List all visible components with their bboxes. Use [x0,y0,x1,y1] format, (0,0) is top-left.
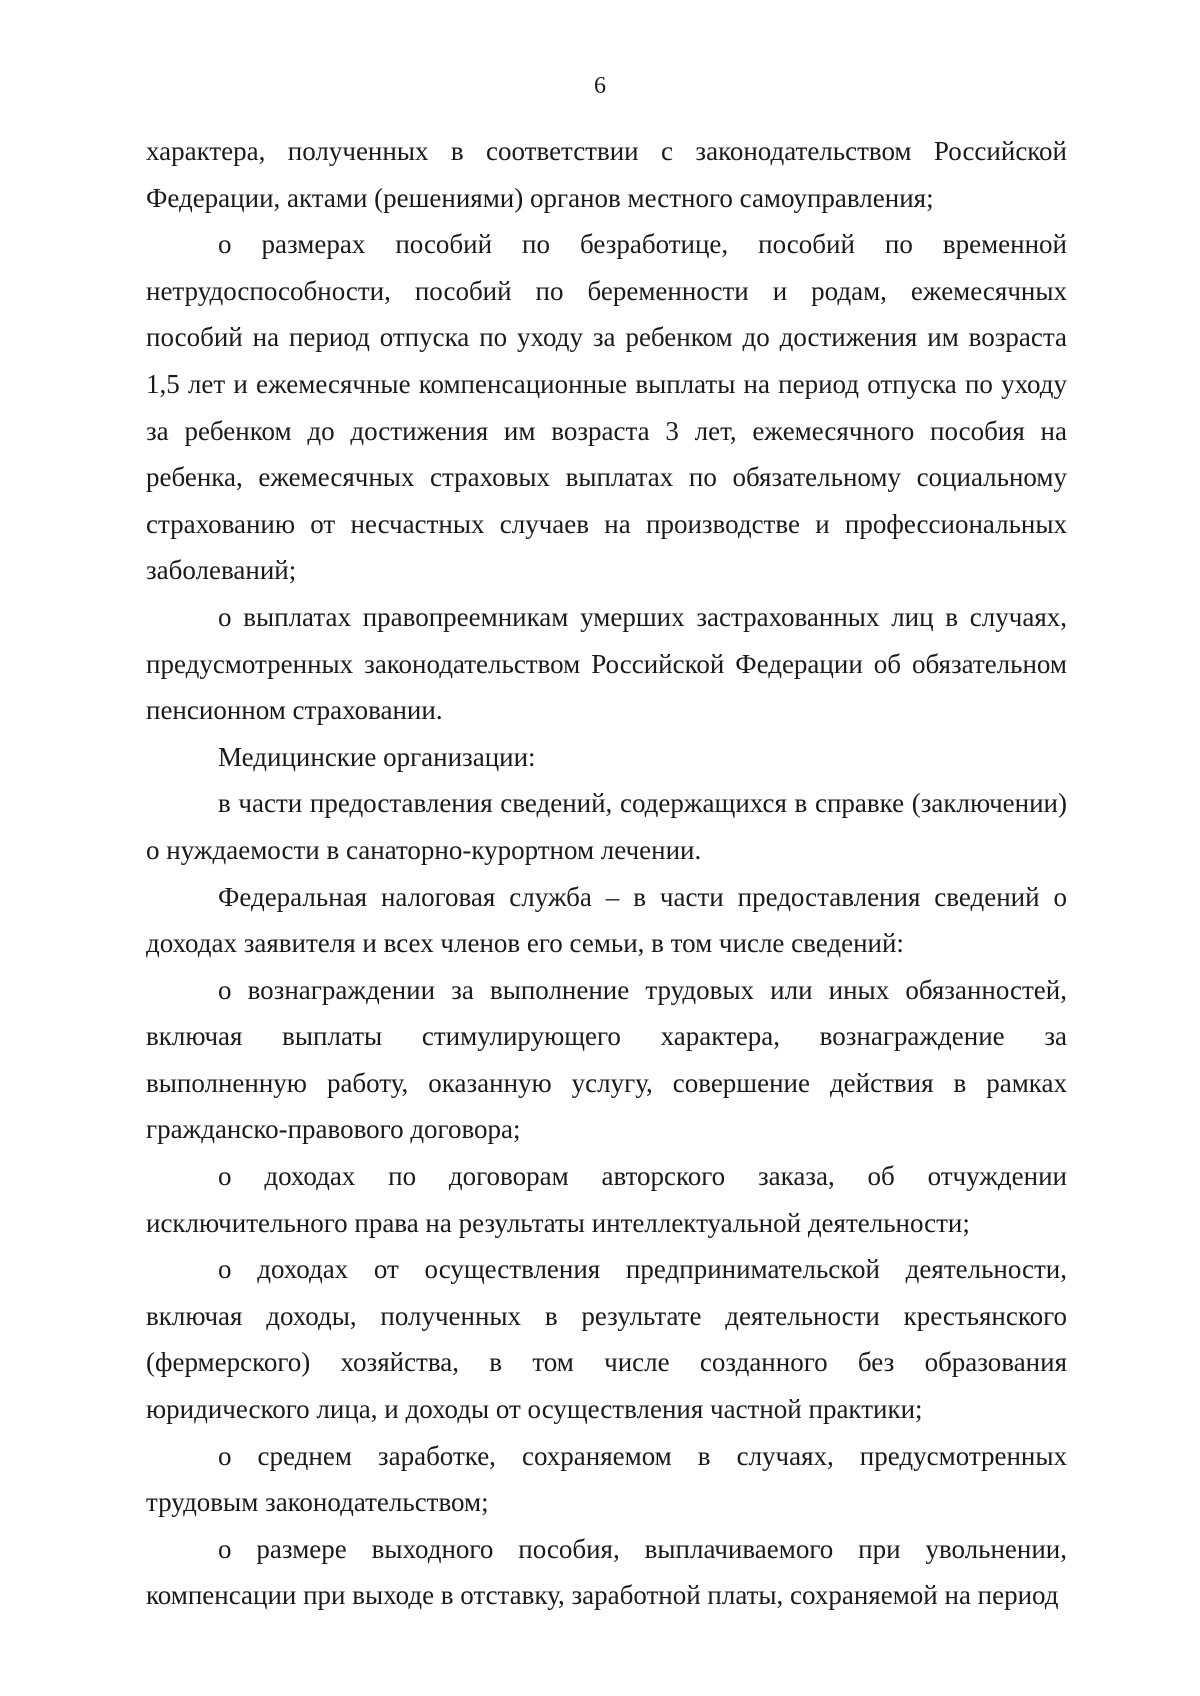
paragraph-business-income: о доходах от осуществления предпринимательской деятельности, включая доходы, полученных в результате деятельности крестьянского (фермерского) хозяйства, в том числе созданного без образования юридического лица, и доходы от осуществления частной практики; [146,1254,1067,1425]
page-number: 6 [594,73,606,99]
paragraph-medical-heading: Медицинские организации: [218,741,536,772]
paragraph-remuneration: о вознаграждении за выполнение трудовых или иных обязанностей, включая выплаты стимулирующего характера, вознаграждение за выполненную работу, оказанную услугу, совершение действия в рамках гражданско-правового договора; [146,974,1067,1145]
document-body [146,128,1067,1619]
paragraph-average-earnings: о среднем заработке, сохраняемом в случаях, предусмотренных трудовым законодательством; [146,1440,1067,1518]
paragraph-severance: о размере выходного пособия, выплачиваемого при увольнении, компенсации при выходе в отставку, заработной платы, сохраняемой на период [146,1533,1067,1611]
paragraph-author-contracts: о доходах по договорам авторского заказа, об отчуждении исключительного права на результаты интеллектуальной деятельности; [146,1161,1067,1238]
paragraph-continuation: характера, полученных в соответствии с законодательством Российской Федерации, актами (решениями) органов местного самоуправления; [146,136,1067,213]
paragraph-medical-details: в части предоставления сведений, содержащихся в справке (заключении) о нуждаемости в санаторно-курортном лечении. [146,788,1067,865]
paragraph-successors: о выплатах правопреемникам умерших застрахованных лиц в случаях, предусмотренных законодательством Российской Федерации об обязательном пенсионном страховании. [146,601,1067,726]
paragraph-tax-service: Федеральная налоговая служба – в части предоставления сведений о доходах заявителя и всех членов его семьи, в том числе сведений: [146,881,1067,959]
paragraph-benefits: о размерах пособий по безработице, пособий по временной нетрудоспособности, пособий по беременности и родам, ежемесячных пособий на период отпуска по уходу за ребенком до достижения им возраста 1,5 лет и ежемесячные компенсационные выплаты на период отпуска по уходу за ребенком до достижения им возраста 3 лет, ежемесячного пособия на ребенка, ежемесячных страховых выплатах по обязательному социальному страхованию от несчастных случаев на производстве и профессиональных заболеваний; [146,229,1067,586]
